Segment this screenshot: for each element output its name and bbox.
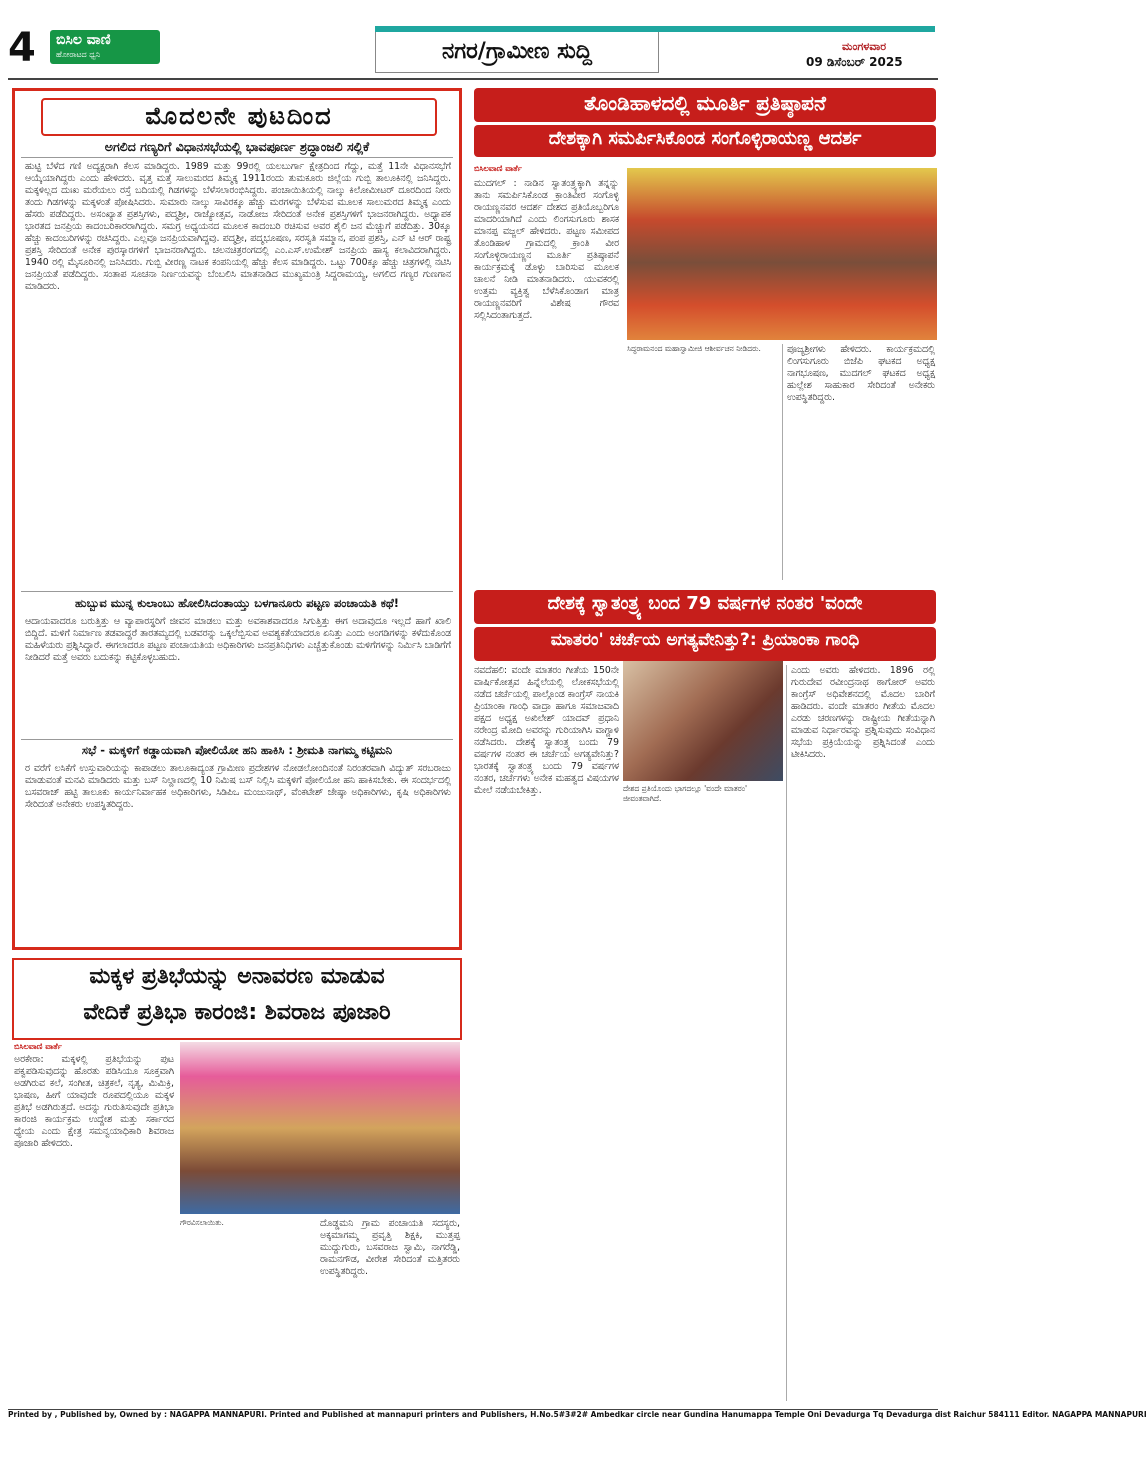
issue-date: 09 ಡಿಸೆಂಬರ್ 2025 bbox=[806, 55, 903, 69]
continuation-banner bbox=[41, 98, 437, 136]
vandemataram-headline-bar-1 bbox=[474, 590, 936, 624]
section-title: ನಗರ/ಗ್ರಾಮೀಣ ಸುದ್ದಿ bbox=[442, 39, 592, 64]
panchayat-article-body: ಆದಾಯವಾದರೂ ಬರುತ್ತಿತ್ತು ಆ ವ್ಯಾಪಾರಸ್ಥರಿಗೆ ಜೀವನ ಮಾಡಲು ಮತ್ತು ಅವಕಾಶವಾದರೂ ಸಿಗುತ್ತಿತ್ತು ಈಗ ಅದಾವುದೂ ಇಲ್ಲದೆ ಹಾಗೆ ಖಾಲಿ ಬಿದ್ದಿದೆ. ಮಳಿಗೆ ನಿರ್ಮಾಣ ತಡವಾದ್ದರೆ ತಾರತಮ್ಯದಲ್ಲಿ ಬಡವರನ್ನು ಒಕ್ಕಲೆಬ್ಬಿಸುವ ಅವಶ್ಯಕತೆಯಾದರೂ ಏನಿತ್ತು ಎಂದು ಅಂಗಡಿಗಳನ್ನು ಕಳೆದುಕೊಂಡ ಮಹಿಳೆಯರು ಪ್ರಶ್ನಿಸಿದ್ದಾರೆ. ಈಗಲಾದರೂ ಪಟ್ಟಣ ಪಂಚಾಯತಿಯ ಅಧಿಕಾರಿಗಳು ಜನಪ್ರತಿನಿಧಿಗಳು ಎಚ್ಚೆತ್ತುಕೊಂಡು ಮಳಿಗೆಗಳನ್ನು ನಿರ್ಮಿಸಿ ಬಾಡಿಗೆಗೆ ನೀಡಿದರೆ ಮತ್ತೆ ಅವರು ಬದುಕನ್ನು ಕಟ್ಟಿಕೊಳ್ಳಬಹುದು. bbox=[25, 616, 451, 663]
vandemataram-headline-line-1: ದೇಶಕ್ಕೆ ಸ್ವಾತಂತ್ರ್ಯ ಬಂದ 79 ವರ್ಷಗಳ ನಂತರ 'ವಂದೇ bbox=[547, 593, 863, 614]
masthead-title: ಬಿಸಿಲ ವಾಣಿ bbox=[56, 32, 111, 48]
page-number: 4 bbox=[8, 25, 36, 71]
panchayat-headline: ಹುಬ್ಬುವ ಮುನ್ನ ಕುಲಾಂಬು ಹೋಲಿಸಿದಂತಾಯ್ತು ಬಳಗಾನೂರು ಪಟ್ಟಣ ಪಂಚಾಯತಿ ಕಥೆ! bbox=[74, 596, 400, 610]
header-divider bbox=[8, 78, 938, 80]
page-header bbox=[0, 0, 945, 84]
sangolli-headline-line-1: ತೊಂಡಿಹಾಳದಲ್ಲಿ ಮೂರ್ತಿ ಪ್ರತಿಷ್ಠಾಪನೆ bbox=[584, 91, 826, 115]
sangolli-body-column-1: ಮುದಗಲ್ : ನಾಡಿನ ಸ್ವಾತಂತ್ರ್ಯಕ್ಕಾಗಿ ತನ್ನನ್ನು ತಾನು ಸಮರ್ಪಿಸಿಕೊಂಡ ಕ್ರಾಂತಿವೀರ ಸಂಗೊಳ್ಳಿ ರಾಯಣ್ಣನವರ ಆದರ್ಶ ದೇಶದ ಪ್ರತಿಯೊಬ್ಬರಿಗೂ ಮಾದರಿಯಾಗಿದೆ ಎಂದು ಲಿಂಗಸುಗೂರು ಶಾಸಕ ಮಾನಪ್ಪ ವಜ್ಜಲ್ ಹೇಳಿದರು. ಪಟ್ಟಣ ಸಮೀಪದ ತೊಂಡಿಹಾಳ ಗ್ರಾಮದಲ್ಲಿ ಕ್ರಾಂತಿ ವೀರ ಸಂಗೊಳ್ಳಿರಾಯಣ್ಣನ ಮೂರ್ತಿ ಪ್ರತಿಷ್ಠಾಪನೆ ಕಾರ್ಯಕ್ರಮಕ್ಕೆ ಡೊಳ್ಳು ಬಾರಿಸುವ ಮೂಲಕ ಚಾಲನೆ ನೀಡಿ ಮಾತನಾಡಿದರು. ಯುವಕರಲ್ಲಿ ಉತ್ತಮ ವ್ಯಕ್ತಿತ್ವ ಬೆಳೆಸಿಕೊಂಡಾಗ ಮಾತ್ರ ರಾಯಣ್ಣನವರಿಗೆ ವಿಶೇಷ ಗೌರವ ಸಲ್ಲಿಸಿದಂತಾಗುತ್ತದೆ. bbox=[474, 178, 619, 321]
sangolli-photo-caption: ಸಿದ್ಧರಾಮನಂದ ಮಹಾಸ್ವಾಮೀಜಿ ಆಶೀರ್ವಚನ ನೀಡಿದರು. bbox=[627, 344, 761, 353]
priyanka-gandhi-photo bbox=[623, 661, 783, 781]
sangolli-event-photo bbox=[627, 168, 937, 340]
column-divider bbox=[782, 344, 783, 580]
pratibha-karanji-photo-caption: ಗೌರವಿಸಲಾಯಿತು. bbox=[180, 1218, 224, 1227]
masthead-tagline: ಹೋರಾಟದ ಧ್ವನಿ bbox=[56, 50, 101, 59]
continuation-banner-text: ಮೊದಲನೇ ಪುಟದಿಂದ bbox=[145, 102, 333, 130]
column-divider bbox=[786, 665, 787, 1401]
vandemataram-body-column-3: ಎಂದು ಅವರು ಹೇಳಿದರು. 1896 ರಲ್ಲಿ ಗುರುದೇವ ರವೀಂದ್ರನಾಥ ಠಾಗೋರ್ ಅವರು ಕಾಂಗ್ರೆಸ್ ಅಧಿವೇಶನದಲ್ಲಿ ಮೊದಲ ಬಾರಿಗೆ ಹಾಡಿದರು. ವಂದೇ ಮಾತರಂ ಗೀತೆಯ ಮೊದಲ ಎರಡು ಚರಣಗಳನ್ನು ರಾಷ್ಟ್ರೀಯ ಗೀತೆಯನ್ನಾಗಿ ಮಾಡುವ ನಿರ್ಧಾರವನ್ನು ಪ್ರಶ್ನಿಸುವುದು ಸಂವಿಧಾನ ಸಭೆಯ ಪ್ರಕ್ರಿಯೆಯನ್ನು ಪ್ರಶ್ನಿಸಿದಂತೆ ಎಂದು ಟೀಕಿಸಿದರು. bbox=[791, 665, 935, 760]
pratibha-karanji-headline-box bbox=[12, 958, 462, 1040]
sangolli-headline-bar-2 bbox=[474, 125, 936, 157]
sangolli-headline-bar-1 bbox=[474, 88, 936, 122]
masthead-logo bbox=[50, 30, 160, 64]
vandemataram-headline-bar-2 bbox=[474, 627, 936, 661]
vandemataram-headline-line-2: ಮಾತರಂ' ಚರ್ಚೆಯ ಅಗತ್ಯವೇನಿತ್ತು?: ಪ್ರಿಯಾಂಕಾ ಗಾಂಧಿ bbox=[550, 630, 860, 650]
polio-article-body: ರ ವರೆಗೆ ಲಸಿಕೆಗೆ ಉಸ್ತುವಾರಿಯನ್ನು ಕಾಪಾಡಲು ತಾಲೂಕಾದ್ಯಂತ ಗ್ರಾಮೀಣ ಪ್ರದೇಶಗಳ ನೋಡಲೋಂದಿನಂತೆ ನಿರಂತರವಾಗಿ ವಿದ್ಯುತ್ ಸರಬರಾಜು ಮಾಡುವಂತೆ ಮನವಿ ಮಾಡಿದರು ಮತ್ತು ಬಸ್ ನಿಲ್ದಾಣದಲ್ಲಿ 10 ನಿಮಿಷ ಬಸ್ ನಿಲ್ಲಿಸಿ ಮಕ್ಕಳಿಗೆ ಪೋಲಿಯೋ ಹನಿ ಹಾಕಿಸಬೇಕು. ಈ ಸಂದರ್ಭದಲ್ಲಿ ಬಸವರಾಜ್ ಹಟ್ಟಿ ತಾಲೂಕು ಕಾರ್ಯನಿರ್ವಾಹಕ ಅಧಿಕಾರಿಗಳು, ಸಿಡಿಪಿಒ ಮಂಜುನಾಥ್, ವೆಂಕಟೇಶ್ ಜೇಷ್ಠಾ ಅಧಿಕಾರಿಗಳು, ಕೃಷಿ ಅಧಿಕಾರಿಗಳು ಸೇರಿದಂತೆ ಅನೇಕರು ಉಪಸ್ಥಿತರಿದ್ದರು. bbox=[25, 763, 451, 810]
print-imprint-line: Printed by , Published by, Owned by : NAGAPPA MANNAPURI. Printed and Published at mannapuri printers and Publishers, H.No.5#3#2# Ambedkar circle near Gundina Hanumappa Temple Oni Devadurga Tq Devadurga dist Raichur 584111 Editor. NAGAPPA MANNAPURI bbox=[8, 1409, 938, 1424]
pratibha-karanji-body-column-1: ಅರಕೇರಾ: ಮಕ್ಕಳಲ್ಲಿ ಪ್ರತಿಭೆಯನ್ನು ಪುಟ ಪಕ್ವಪಡಿಸುವುದನ್ನು ಹೊರತು ಪಡಿಸಿಯೂ ಸೂಕ್ತವಾಗಿ ಅಡಗಿರುವ ಕಲೆ, ಸಂಗೀತ, ಚಿತ್ರಕಲೆ, ನೃತ್ಯ, ಮಿಮಿಕ್ರಿ, ಭಾಷಣ, ಹೀಗೆ ಯಾವುದೇ ರೂಪದಲ್ಲಿಯೂ ಮಕ್ಕಳ ಪ್ರತಿಭೆ ಅಡಗಿರುತ್ತದೆ. ಅದನ್ನು ಗುರುತಿಸುವುದೇ ಪ್ರತಿಭಾ ಕಾರಂಜಿ ಕಾರ್ಯಕ್ರಮ ಉದ್ದೇಶ ಮತ್ತು ಸರ್ಕಾರದ ಧ್ಯೇಯ ಎಂದು ಕ್ಷೇತ್ರ ಸಮನ್ವಯಾಧಿಕಾರಿ ಶಿವರಾಜ ಪೂಜಾರಿ ಹೇಳಿದರು. bbox=[14, 1054, 174, 1149]
sangolli-headline-line-2: ದೇಶಕ್ಕಾಗಿ ಸಮರ್ಪಿಸಿಕೊಂಡ ಸಂಗೊಳ್ಳಿರಾಯಣ್ಣ ಆದರ್ಶ bbox=[548, 128, 862, 149]
polio-headline: ಸಭೆ - ಮಕ್ಕಳಿಗೆ ಕಡ್ಡಾಯವಾಗಿ ಪೋಲಿಯೋ ಹನಿ ಹಾಕಿಸಿ : ಶ್ರೀಮತಿ ನಾಗಮ್ಮ ಕಟ್ಟಿಮನಿ bbox=[81, 743, 393, 757]
divider bbox=[21, 739, 453, 740]
vandemataram-body-column-1: ನವದೆಹಲಿ: ವಂದೇ ಮಾತರಂ ಗೀತೆಯ 150ನೇ ವಾರ್ಷಿಕೋತ್ಸವ ಹಿನ್ನೆಲೆಯಲ್ಲಿ ಲೋಕಸಭೆಯಲ್ಲಿ ನಡೆದ ಚರ್ಚೆಯಲ್ಲಿ ಪಾಲ್ಗೊಂಡ ಕಾಂಗ್ರೆಸ್ ನಾಯಕಿ ಪ್ರಿಯಾಂಕಾ ಗಾಂಧಿ ವಾದ್ರಾ ಹಾಗೂ ಸಮಾಜವಾದಿ ಪಕ್ಷದ ಅಧ್ಯಕ್ಷ ಅಖಿಲೇಶ್ ಯಾದವ್ ಪ್ರಧಾನಿ ನರೇಂದ್ರ ಮೋದಿ ಅವರನ್ನು ಗುರಿಯಾಗಿಸಿ ವಾಗ್ದಾಳಿ ನಡೆಸಿದರು. ದೇಶಕ್ಕೆ ಸ್ವಾತಂತ್ರ್ಯ ಬಂದು 79 ವರ್ಷಗಳ ನಂತರ ಈ ಚರ್ಚೆಯ ಅಗತ್ಯವೇನಿತ್ತು? ಭಾರತಕ್ಕೆ ಸ್ವಾತಂತ್ರ್ಯ ಬಂದು 79 ವರ್ಷಗಳ ನಂತರ, ಚರ್ಚೆಗಳು ಅನೇಕ ಮಹತ್ವದ ವಿಷಯಗಳ ಮೇಲೆ ನಡೆಯಬೇಕಿತ್ತು. bbox=[474, 665, 619, 796]
pratibha-karanji-headline-line-1: ಮಕ್ಕಳ ಪ್ರತಿಭೆಯನ್ನು ಅನಾವರಣ ಮಾಡುವ bbox=[89, 964, 385, 989]
divider bbox=[21, 591, 453, 592]
pratibha-karanji-byline: ಬಿಸಿಲವಾಣಿ ವಾರ್ತೆ bbox=[14, 1042, 62, 1051]
divider bbox=[21, 157, 453, 158]
issue-day: ಮಂಗಳವಾರ bbox=[842, 40, 887, 53]
tribute-headline: ಅಗಲಿದ ಗಣ್ಯರಿಗೆ ವಿಧಾನಸಭೆಯಲ್ಲಿ ಭಾವಪೂರ್ಣ ಶ್ರದ್ಧಾಂಜಲಿ ಸಲ್ಲಿಕೆ bbox=[104, 139, 370, 154]
sangolli-body-column-3: ಪೂಜ್ಯಶ್ರೀಗಳು ಹೇಳಿದರು. ಕಾರ್ಯಕ್ರಮದಲ್ಲಿ ಲಿಂಗಸುಗೂರು ಬಿಜೆಪಿ ಘಟಕದ ಅಧ್ಯಕ್ಷ ನಾಗಭೂಷಣ, ಮುದಗಲ್ ಘಟಕದ ಅಧ್ಯಕ್ಷ ಹುಲ್ಲೇಶ ಸಾಹುಕಾರ ಸೇರಿದಂತೆ ಅನೇಕರು ಉಪಸ್ಥಿತರಿದ್ದರು. bbox=[787, 344, 935, 403]
section-label-box bbox=[375, 32, 659, 73]
pratibha-karanji-body-column-3: ದೊಡ್ಡಮನಿ ಗ್ರಾಮ ಪಂಚಾಯತಿ ಸದಸ್ಯರು, ಅಕ್ಕಮಾಗಮ್ಮ ಪ್ರವೃತ್ತಿ ಶಿಕ್ಷಕಿ, ಮುತ್ತಪ್ಪ ಮುದ್ದುಗುರು, ಬಸವರಾಜ ಸ್ವಾಮಿ, ನಾಗರೆಡ್ಡಿ, ರಾಮನಗೌಡ, ವೀರೇಶ ಸೇರಿದಂತೆ ಮತ್ತಿತರರು ಉಪಸ್ಥಿತರಿದ್ದರು. bbox=[320, 1218, 460, 1277]
sangolli-byline: ಬಿಸಿಲವಾಣಿ ವಾರ್ತೆ bbox=[474, 164, 522, 173]
tribute-article-body: ಹುಟ್ಟಿ ಬೆಳೆದ ಗಣಿ ಅದ್ಯಕ್ಷರಾಗಿ ಕೆಲಸ ಮಾಡಿದ್ದರು. 1989 ಮತ್ತು 99ರಲ್ಲಿ ಯಲಬುರ್ಗಾ ಕ್ಷೇತ್ರದಿಂದ ಗೆದ್ದು, ಮತ್ತೆ 11ನೇ ವಿಧಾನಸಭೆಗೆ ಆಯ್ಕೆಯಾಗಿದ್ದರು ಎಂದು ಹೇಳಿದರು. ವೃತ್ತ ಮತ್ತೆ ಸಾಲುಮರದ ತಿಮ್ಮಕ್ಕ 1911ರಂದು ತುಮಕೂರು ಜಿಲ್ಲೆಯ ಗುಬ್ಬಿ ತಾಲೂಕಿನಲ್ಲಿ ಜನಿಸಿದ್ದರು. ಮಕ್ಕಳಿಲ್ಲದ ದುಃಖ ಮರೆಯಲು ರಸ್ತೆ ಬದಿಯಲ್ಲಿ ಗಿಡಗಳನ್ನು ಬೆಳೆಸಲಾರಂಭಿಸಿದ್ದರು. ಪಂಚಾಯಿತಿಯಲ್ಲಿ ನಾಲ್ಕು ಕಿಲೋಮೀಟರ್ ದೂರದಿಂದ ನೀರು ತಂದು ಗಿಡಗಳನ್ನು ಮಕ್ಕಳಂತೆ ಪೋಷಿಸಿದರು. ಸುಮಾರು ನಾಲ್ಕು ಸಾವಿರಕ್ಕೂ ಹೆಚ್ಚು ಮರಗಳನ್ನು ಬೆಳೆಸುವ ಮೂಲಕ ಸಾಲುಮರದ ತಿಮ್ಮಕ್ಕ ಎಂದು ಹೆಸರು ಪಡೆದಿದ್ದರು. ಅಸಂಖ್ಯಾತ ಪ್ರಶಸ್ತಿಗಳು, ಪದ್ಮಶ್ರೀ, ರಾಜ್ಯೋತ್ಸವ, ನಾಡೋಜ ಸೇರಿದಂತೆ ಅನೇಕ ಪ್ರಶಸ್ತಿಗಳಿಗೆ ಭಾಜನರಾಗಿದ್ದರು. ಅಧ್ಯಾಪಕ ಭಾರತದ ಜನಪ್ರಿಯ ಕಾದಂಬರಿಕಾರರಾಗಿದ್ದರು. ಸಮಗ್ರ ಅಧ್ಯಯನದ ಮೂಲಕ ಕಾದಂಬರಿ ರಚಿಸುವ ಅವರ ಶೈಲಿ ಜನ ಮೆಚ್ಚುಗೆ ಪಡೆದಿತ್ತು. 30ಕ್ಕೂ ಹೆಚ್ಚು ಕಾದಂಬರಿಗಳನ್ನು ರಚಿಸಿದ್ದರು. ಎಲ್ಲವೂ ಜನಪ್ರಿಯವಾಗಿದ್ದವು. ಪದ್ಮಶ್ರೀ, ಪದ್ಮಭೂಷಣ, ಸರಸ್ವತಿ ಸಮ್ಮಾನ, ಪಂಪ ಪ್ರಶಸ್ತಿ, ಎನ್ ಟಿ ಆರ್ ರಾಷ್ಟ್ರ ಪ್ರಶಸ್ತಿ ಸೇರಿದಂತೆ ಅನೇಕ ಪುರಸ್ಕಾರಗಳಿಗೆ ಭಾಜನರಾಗಿದ್ದರು. ಚಲನಚಿತ್ರರಂಗದಲ್ಲಿ ಎಂ.ಎಸ್.ಉಮೇಶ್ ಜನಪ್ರಿಯ ಹಾಸ್ಯ ಕಲಾವಿದರಾಗಿದ್ದರು. 1940 ರಲ್ಲಿ ಮೈಸೂರಿನಲ್ಲಿ ಜನಿಸಿದರು. ಗುಬ್ಬಿ ವೀರಣ್ಣ ನಾಟಕ ಕಂಪನಿಯಲ್ಲಿ ಹೆಚ್ಚು ಕೆಲಸ ಮಾಡಿದ್ದರು. ಒಟ್ಟು 700ಕ್ಕೂ ಹೆಚ್ಚು ಚಿತ್ರಗಳಲ್ಲಿ ನಟಿಸಿ ಜನಪ್ರಿಯತೆ ಪಡೆದಿದ್ದರು. ಸಂತಾಪ ಸೂಚನಾ ನಿರ್ಣಯವನ್ನು ಬೆಂಬಲಿಸಿ ಮಾತನಾಡಿದ ಮುಖ್ಯಮಂತ್ರಿ ಸಿದ್ದರಾಮಯ್ಯ, ಅಗಲಿದ ಗಣ್ಯರ ಗುಣಗಾನ ಮಾಡಿದರು. bbox=[25, 161, 451, 292]
pratibha-karanji-headline-line-2: ವೇದಿಕೆ ಪ್ರತಿಭಾ ಕಾರಂಜಿ: ಶಿವರಾಜ ಪೂಜಾರಿ bbox=[83, 1000, 391, 1025]
pratibha-karanji-event-photo bbox=[180, 1042, 460, 1214]
front-page-continuation-box bbox=[12, 88, 462, 950]
vandemataram-photo-caption: ದೇಶದ ಪ್ರತಿಯೊಂದು ಭಾಗದಲ್ಲೂ 'ವಂದೇ ಮಾತರಂ' ಜೀವಂತವಾಗಿದೆ. bbox=[623, 784, 748, 803]
